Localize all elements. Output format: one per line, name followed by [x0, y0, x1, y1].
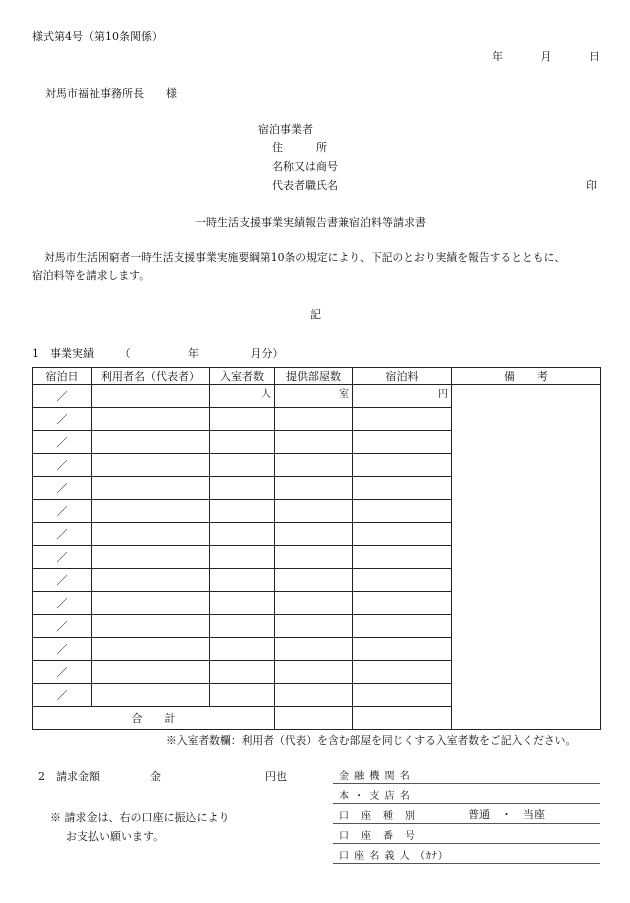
applicant-rep-label: 代表者職氏名	[272, 179, 338, 192]
table-row	[33, 385, 601, 408]
fee-cell[interactable]	[353, 477, 452, 500]
section1-heading	[32, 345, 284, 361]
occupants-cell[interactable]	[210, 661, 275, 684]
rooms-cell[interactable]: 室	[275, 385, 353, 408]
occupants-cell[interactable]	[210, 615, 275, 638]
table-note: ※入室者数欄：利用者（代表）を含む部屋を同じくする入室者数をご記入ください。	[166, 734, 577, 747]
rooms-cell[interactable]	[275, 454, 353, 477]
fee-cell[interactable]	[353, 408, 452, 431]
document-title: 一時生活支援事業実績報告書兼宿泊料等請求書	[195, 216, 426, 229]
occupants-cell[interactable]	[210, 431, 275, 454]
stay-date-cell[interactable]: ／	[33, 431, 92, 454]
fee-cell[interactable]	[353, 454, 452, 477]
account-number-row[interactable]	[333, 824, 600, 844]
fee-cell[interactable]	[353, 500, 452, 523]
stay-date-cell[interactable]: ／	[33, 477, 92, 500]
rooms-cell[interactable]	[275, 408, 353, 431]
date-year: 年	[492, 50, 503, 63]
section1-label: 1 事業実績	[32, 347, 94, 360]
fee-cell[interactable]	[353, 431, 452, 454]
bank-info-block	[333, 764, 600, 864]
user-name-cell[interactable]	[92, 500, 210, 523]
occupants-cell[interactable]: 人	[210, 385, 275, 408]
remarks-cell[interactable]	[452, 385, 601, 730]
account-holder-row[interactable]	[333, 844, 600, 864]
stay-date-cell[interactable]: ／	[33, 546, 92, 569]
rooms-cell[interactable]	[275, 546, 353, 569]
section1-open: （	[119, 347, 131, 360]
fee-cell[interactable]	[353, 661, 452, 684]
bank-institution-row[interactable]	[333, 764, 600, 784]
rooms-cell[interactable]	[275, 592, 353, 615]
total-label: 合 計	[33, 707, 275, 730]
applicant-heading: 宿泊事業者	[258, 123, 313, 136]
user-name-cell[interactable]	[92, 661, 210, 684]
fee-cell[interactable]	[353, 523, 452, 546]
user-name-cell[interactable]	[92, 385, 210, 408]
section1-year: 年	[188, 347, 199, 360]
stay-date-cell[interactable]: ／	[33, 408, 92, 431]
stay-date-cell[interactable]: ／	[33, 615, 92, 638]
user-name-cell[interactable]	[92, 523, 210, 546]
stay-date-cell[interactable]: ／	[33, 638, 92, 661]
total-fee-cell[interactable]	[353, 707, 452, 730]
stay-date-cell[interactable]: ／	[33, 523, 92, 546]
section2-note-2: お支払い願います。	[66, 830, 165, 843]
stay-date-cell[interactable]: ／	[33, 500, 92, 523]
form-number: 様式第4号（第10条関係）	[32, 30, 163, 43]
user-name-cell[interactable]	[92, 546, 210, 569]
ki-heading: 記	[310, 308, 321, 321]
header-remarks: 備 考	[452, 368, 601, 385]
rooms-cell[interactable]	[275, 684, 353, 707]
fee-cell[interactable]	[353, 638, 452, 661]
rooms-cell[interactable]	[275, 431, 353, 454]
applicant-address-label: 住 所	[272, 141, 327, 154]
rooms-cell[interactable]	[275, 615, 353, 638]
date-line	[492, 48, 600, 64]
occupants-cell[interactable]	[210, 592, 275, 615]
fee-cell[interactable]	[353, 615, 452, 638]
user-name-cell[interactable]	[92, 454, 210, 477]
occupants-cell[interactable]	[210, 408, 275, 431]
fee-cell[interactable]	[353, 684, 452, 707]
user-name-cell[interactable]	[92, 431, 210, 454]
date-day: 日	[589, 50, 600, 63]
occupants-cell[interactable]	[210, 569, 275, 592]
fee-cell[interactable]	[353, 569, 452, 592]
stay-date-cell[interactable]: ／	[33, 454, 92, 477]
bank-branch-label: 本 ・ 支 店 名	[339, 791, 411, 802]
user-name-cell[interactable]	[92, 638, 210, 661]
occupants-cell[interactable]	[210, 684, 275, 707]
account-type-label: 口 座 種 別	[339, 811, 416, 822]
header-occupants: 入室者数	[210, 368, 275, 385]
section2-yen: 円也	[265, 770, 287, 783]
user-name-cell[interactable]	[92, 592, 210, 615]
stay-date-cell[interactable]: ／	[33, 385, 92, 408]
bank-branch-row[interactable]	[333, 784, 600, 804]
header-user-name: 利用者名（代表者）	[92, 368, 210, 385]
stay-date-cell[interactable]: ／	[33, 661, 92, 684]
intro-line-1: 対馬市生活困窮者一時生活支援事業実施要綱第10条の規定により、下記のとおり実績を報告するとともに、	[44, 251, 566, 264]
rooms-cell[interactable]	[275, 569, 353, 592]
occupants-cell[interactable]	[210, 546, 275, 569]
stay-date-cell[interactable]: ／	[33, 592, 92, 615]
occupants-cell[interactable]	[210, 523, 275, 546]
occupants-cell[interactable]	[210, 454, 275, 477]
bank-institution-label: 金 融 機 関 名	[339, 771, 411, 782]
section2-label: 2 請求金額	[38, 770, 100, 783]
occupants-cell[interactable]	[210, 638, 275, 661]
occupants-cell[interactable]	[210, 477, 275, 500]
stay-date-cell[interactable]: ／	[33, 569, 92, 592]
header-fee: 宿泊料	[353, 368, 452, 385]
rooms-cell[interactable]	[275, 638, 353, 661]
section2-kin: 金	[150, 770, 161, 783]
performance-table	[32, 367, 601, 730]
rooms-cell[interactable]	[275, 477, 353, 500]
user-name-cell[interactable]	[92, 684, 210, 707]
total-rooms-cell[interactable]	[275, 707, 353, 730]
user-name-cell[interactable]	[92, 615, 210, 638]
table-header-row	[33, 368, 601, 385]
account-holder-label: 口 座 名 義 人 （ｶﾅ）	[339, 851, 449, 862]
addressee: 対馬市福祉事務所長 様	[45, 87, 177, 100]
rooms-cell[interactable]	[275, 661, 353, 684]
applicant-name-label: 名称又は商号	[272, 160, 338, 173]
rooms-cell[interactable]	[275, 500, 353, 523]
account-number-label: 口 座 番 号	[339, 831, 416, 842]
header-rooms: 提供部屋数	[275, 368, 353, 385]
seal-mark: 印	[586, 179, 597, 192]
user-name-cell[interactable]	[92, 569, 210, 592]
section1-month: 月分）	[250, 347, 284, 360]
section2-note-1: ※ 請求金は、右の口座に振込により	[50, 811, 230, 824]
user-name-cell[interactable]	[92, 408, 210, 431]
occupants-cell[interactable]	[210, 500, 275, 523]
date-month: 月	[540, 50, 552, 63]
fee-cell[interactable]	[353, 592, 452, 615]
header-stay-date: 宿泊日	[33, 368, 92, 385]
rooms-cell[interactable]	[275, 523, 353, 546]
account-type-options[interactable]: 普通 ・ 当座	[468, 808, 545, 821]
user-name-cell[interactable]	[92, 477, 210, 500]
account-type-row[interactable]	[333, 804, 600, 824]
stay-date-cell[interactable]: ／	[33, 684, 92, 707]
intro-line-2: 宿泊料等を請求します。	[32, 269, 150, 282]
fee-cell[interactable]: 円	[353, 385, 452, 408]
fee-cell[interactable]	[353, 546, 452, 569]
